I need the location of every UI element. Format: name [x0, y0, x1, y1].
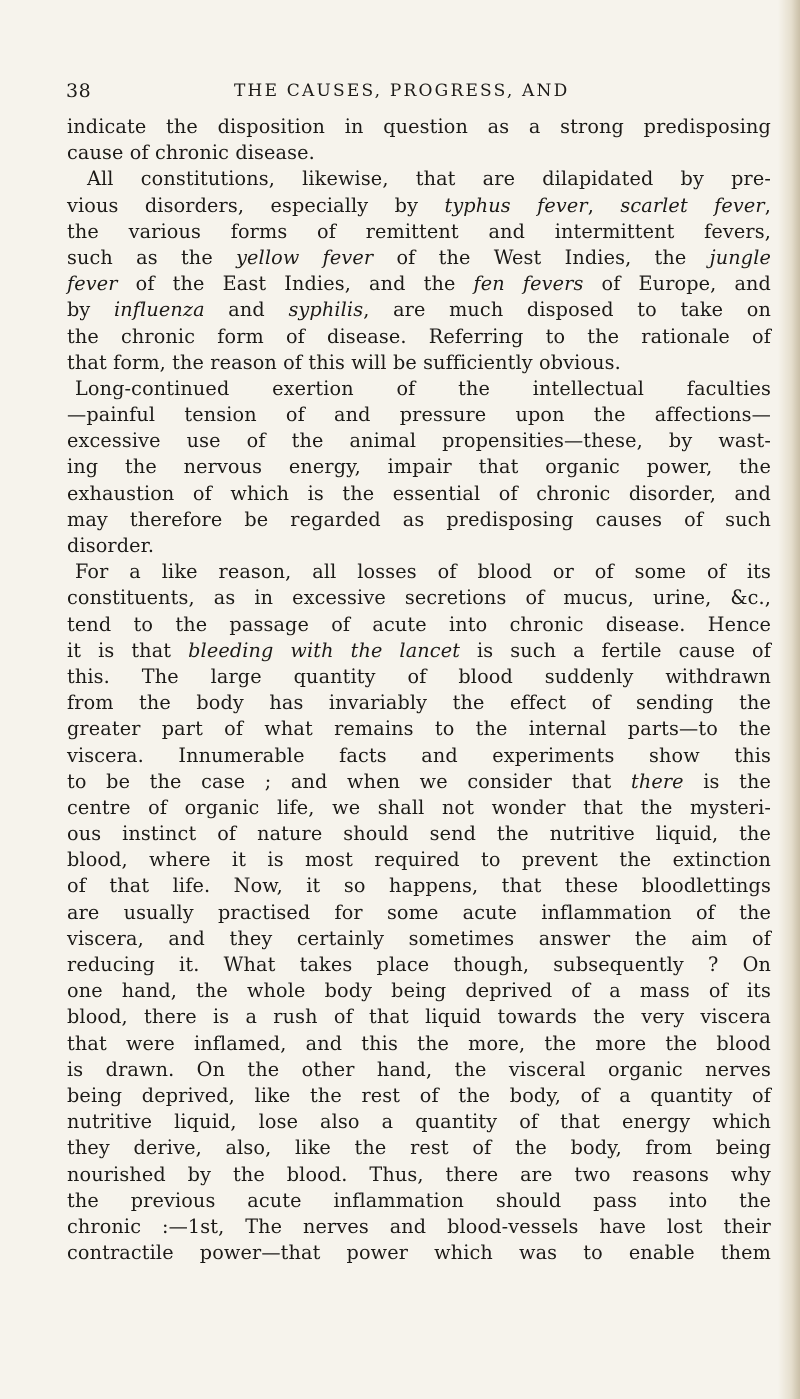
text-line: For a like reason, all losses of blood or of some of its	[75, 560, 771, 584]
text-line: to be the case ; and when we consider that there is the	[67, 769, 772, 793]
text-line: excessive use of the animal propensities—these, by wast-	[67, 429, 771, 453]
text-line: tend to the passage of acute into chronic disease. Hence	[67, 612, 771, 636]
text-line: the previous acute inflammation should pass into the	[67, 1188, 771, 1212]
text-line: cause of chronic disease.	[67, 141, 315, 165]
text-line: from the body has invariably the effect of sending the	[67, 691, 771, 715]
text-line: reducing it. What takes place though, subsequently ? On	[67, 953, 771, 976]
text-line: that were inflamed, and this the more, the more the blood	[67, 1031, 771, 1055]
text-line: greater part of what remains to the internal parts—to the	[67, 717, 771, 741]
text-line: fever of the East Indies, and the fen fevers of Europe, and	[67, 272, 771, 296]
text-line: chronic :—1st, The nerves and blood-vessels have lost their	[67, 1214, 771, 1238]
text-line: ing the nervous energy, impair that organic power, the	[67, 455, 771, 479]
text-line: nutritive liquid, lose also a quantity of that energy which	[67, 1110, 771, 1134]
text-line: being deprived, like the rest of the body, of a quantity of	[67, 1083, 771, 1107]
text-line: viscera, and they certainly sometimes answer the aim of	[67, 926, 771, 950]
text-line: constituents, as in excessive secretions of mucus, urine, &c.,	[67, 586, 771, 610]
text-line: it is that bleeding with the lancet is such a fertile cause of	[67, 638, 771, 662]
text-line: contractile power—that power which was to enable them	[67, 1241, 771, 1265]
running-head: THE CAUSES, PROGRESS, AND	[234, 81, 570, 101]
text-line: they derive, also, like the rest of the body, from being	[67, 1136, 771, 1160]
text-line: one hand, the whole body being deprived of a mass of its	[67, 979, 771, 1003]
text-line: indicate the disposition in question as a strong predisposing	[67, 115, 771, 138]
text-line: disorder.	[67, 534, 155, 557]
text-line: viscera. Innumerable facts and experiments show this	[67, 743, 771, 767]
text-line: blood, where it is most required to prevent the extinction	[67, 848, 771, 872]
page-edge-shadow	[778, 0, 800, 1399]
text-line: by influenza and syphilis, are much disposed to take on	[67, 298, 771, 322]
text-line: the various forms of remittent and intermittent fevers,	[67, 219, 771, 243]
text-line: this. The large quantity of blood suddenly withdrawn	[67, 664, 771, 688]
body-text	[67, 114, 771, 1266]
text-line: blood, there is a rush of that liquid towards the very viscera	[67, 1005, 771, 1029]
text-line: is drawn. On the other hand, the visceral organic nerves	[67, 1057, 771, 1081]
text-line: ous instinct of nature should send the nutritive liquid, the	[67, 822, 771, 846]
text-line: are usually practised for some acute inflammation of the	[67, 900, 771, 924]
text-line: exhaustion of which is the essential of chronic disorder, and	[67, 481, 771, 505]
text-line: nourished by the blood. Thus, there are two reasons why	[67, 1162, 771, 1186]
text-line: such as the yellow fever of the West Indies, the jungle	[67, 245, 772, 269]
text-line: of that life. Now, it so happens, that these bloodlettings	[67, 874, 771, 898]
page-header	[66, 80, 766, 110]
text-line: —painful tension of and pressure upon the affections—	[67, 403, 771, 427]
text-line: may therefore be regarded as predisposing causes of such	[67, 507, 771, 531]
text-line: centre of organic life, we shall not wonder that the mysteri-	[67, 795, 771, 819]
text-line: vious disorders, especially by typhus fever, scarlet fever,	[67, 193, 772, 217]
text-line: Long-continued exertion of the intellectual faculties	[75, 376, 771, 400]
text-line: the chronic form of disease. Referring to the rationale of	[67, 324, 771, 348]
text-line: that form, the reason of this will be sufficiently obvious.	[67, 350, 621, 374]
text-line: All constitutions, likewise, that are dilapidated by pre-	[87, 167, 771, 191]
page-number: 38	[66, 80, 92, 102]
